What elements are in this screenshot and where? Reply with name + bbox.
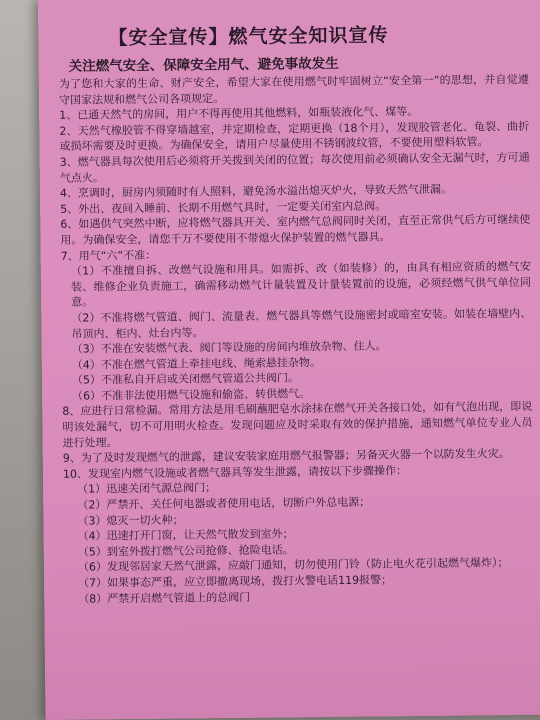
item-4: 4、烹调时，厨房内须随时有人照料，避免汤水溢出熄灭炉火，导致天然气泄漏。 [59, 182, 453, 200]
intro-paragraph: 为了您和大家的生命、财产安全，希望大家在使用燃气时牢固树立“安全第一”的思想，并自觉遵守国家法规和燃气公司各项规定。 [58, 72, 529, 107]
rule-3: （3）不准在安装燃气表、阀门等设施的房间内堆放杂物、住人。 [71, 339, 387, 356]
item-10: 10、发现室内燃气设施或者燃气器具等发生泄露，请按以下步骤操作： [62, 464, 408, 481]
step-3: （3）熄灭一切火种； [77, 513, 184, 528]
step-5: （5）到室外拨打燃气公司抢修、抢险电话。 [77, 543, 294, 559]
rule-6: （6）不准非法使用燃气设施和偷盗、转供燃气。 [72, 387, 311, 403]
step-6: （6）发现邻居家天然气泄露，应敲门通知，切勿使用门铃（防止电火花引起燃气爆炸）； [77, 556, 509, 575]
step-7: （7）如果事态严重，应立即撤离现场，拨打火警电话119报警； [78, 573, 393, 590]
item-6: 6、如遇供气突然中断，应将燃气器具开关、室内燃气总阀同时关闭，直至正常供气后方可继续使用。为确保安全，请您千万不要使用不带熄火保护装置的燃气器具。 [60, 213, 531, 247]
item-1: 1、已通天然气的房间，用户不得再使用其他燃料，如瓶装液化气、煤等。 [59, 105, 419, 122]
pink-flyer [38, 0, 540, 720]
rule-2: （2）不准将燃气管道、阀门、流量表、燃气器具等燃气设施密封或暗室安装。如装在墙壁内、吊顶内、柜内、灶台内等。 [71, 306, 532, 341]
flyer-title: 【安全宣传】燃气安全知识宣传 [108, 24, 389, 50]
item-5: 5、外出、夜间入睡前、长期不用燃气具时，一定要关闭室内总阀。 [60, 199, 387, 216]
step-2: （2）严禁开、关任何电器或者使用电话，切断户外总电源； [77, 495, 371, 512]
step-1: （1）迅速关闭气源总阀门； [77, 481, 217, 497]
item-2: 2、天然气橡胶管不得穿墙越室，并定期检查，定期更换（18个月），发现胶管老化、龟裂、曲折或损坏需要及时更换。为确保安全，请用户尽量使用不锈钢波纹管，不要使用塑料软管。 [59, 119, 530, 154]
step-4: （4）迅速打开门窗，让天然气散发到室外； [77, 527, 294, 543]
rule-5: （5）不准私自开启或关闭燃气管道公共阀门。 [71, 371, 300, 387]
item-7: 7、用气“六”不准： [60, 248, 157, 263]
rule-1: （1）不准擅自拆、改燃气设施和用具。如需拆、改（如装修）的，由具有相应资质的燃气安装、维修企业负责施工，确需移动燃气计量装置及计量装置前的设施，必须经燃气供气单位同意。 [70, 259, 532, 309]
item-3: 3、燃气器具每次使用后必须将开关拨到关闭的位置；每次使用前必须确认安全无漏气时，方可通气点火。 [59, 150, 530, 185]
rule-4: （4）不准在燃气管道上牵挂电线、绳索悬挂杂物。 [71, 355, 321, 372]
item-8: 8、应进行日常检漏。常用方法是用毛刷蘸肥皂水涂抹在燃气开关各接口处，如有气泡出现，即说明该处漏气，切不可用明火检查。发现问题应及时采取有效的保护措施，通知燃气单位专业人员进行处理。 [62, 400, 533, 450]
flyer-content [58, 19, 534, 607]
step-8: （8）严禁开启燃气管道上的总阀门 [78, 590, 251, 606]
flyer-subtitle: 关注燃气安全、保障安全用气、避免事故发生 [68, 55, 339, 75]
item-9: 9、为了及时发现燃气的泄露，建议安装家庭用燃气报警器；另备灭火器一个以防发生火灾。 [62, 447, 510, 466]
